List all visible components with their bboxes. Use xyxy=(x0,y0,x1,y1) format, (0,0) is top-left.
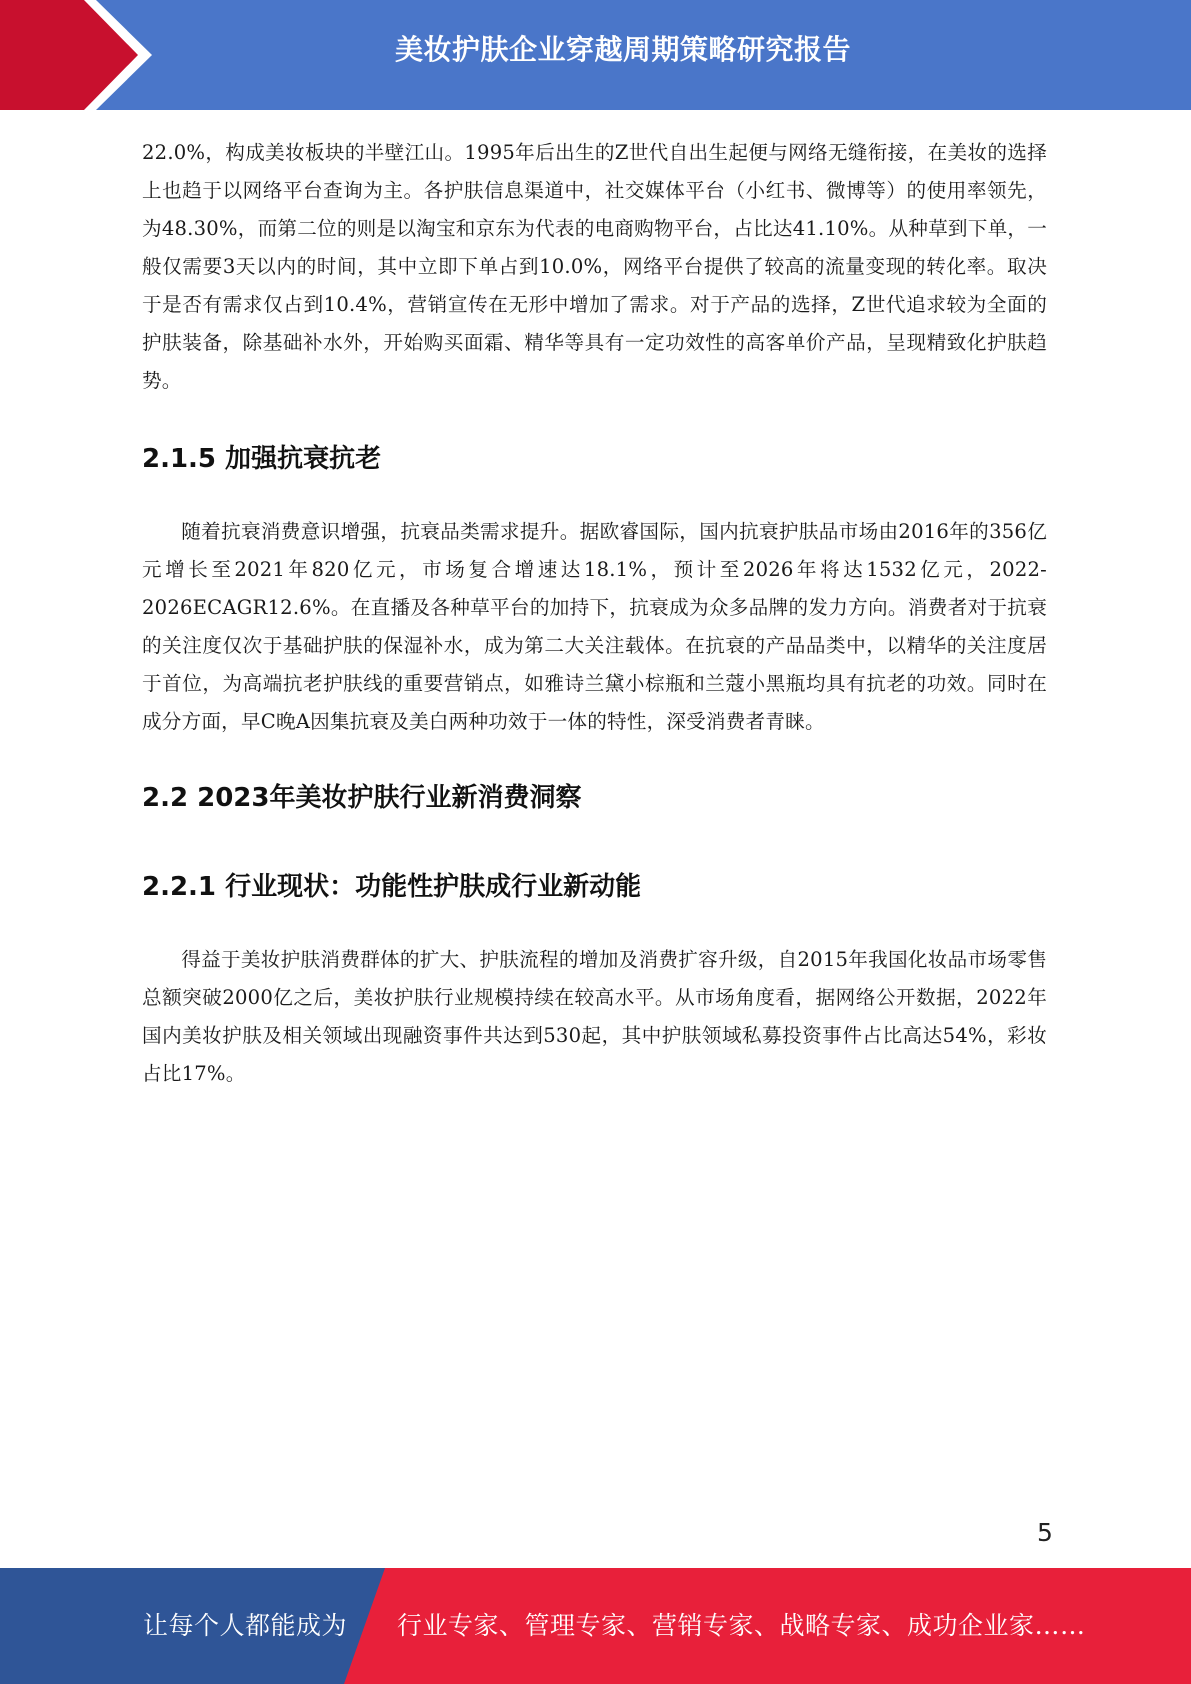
page-number: 5 xyxy=(1037,1518,1053,1547)
report-title: 美妆护肤企业穿越周期策略研究报告 xyxy=(394,33,851,66)
footer-slogan-right: 行业专家、管理专家、营销专家、战略专家、成功企业家…… xyxy=(397,1611,1086,1640)
main-content xyxy=(142,134,1047,1093)
paragraph-industry-status: 得益于美妆护肤消费群体的扩大、护肤流程的增加及消费扩容升级，自2015年我国化妆品市场零售总额突破2000亿之后，美妆护肤行业规模持续在较高水平。从市场角度看，据网络公开数据，2022年国内美妆护肤及相关领域出现融资事件共达到530起，其中护肤领域私募投资事件占比高达54%，彩妆占比17%。 xyxy=(142,948,1047,1085)
section-heading-2-2: 2.2 2023年美妆护肤行业新消费洞察 xyxy=(142,783,582,813)
page-header xyxy=(0,0,1191,110)
section-heading-2-2-1: 2.2.1 行业现状：功能性护肤成行业新动能 xyxy=(142,872,642,902)
footer-slogan-left: 让每个人都能成为 xyxy=(143,1611,348,1640)
paragraph-anti-aging: 随着抗衰消费意识增强，抗衰品类需求提升。据欧睿国际，国内抗衰护肤品市场由2016年的356亿元增长至2021年820亿元，市场复合增速达18.1%，预计至2026年将达1532亿元，2022-2026ECAGR12.6%。在直播及各种草平台的加持下，抗衰成为众多品牌的发力方向。消费者对于抗衰的关注度仅次于基础护肤的保湿补水，成为第二大关注载体。在抗衰的产品品类中，以精华的关注度居于首位，为高端抗老护肤线的重要营销点，如雅诗兰黛小棕瓶和兰蔻小黑瓶均具有抗老的功效。同时在成分方面，早C晚A因集抗衰及美白两种功效于一体的特性，深受消费者青睐。 xyxy=(142,520,1047,733)
paragraph-intro: 22.0%，构成美妆板块的半壁江山。1995年后出生的Z世代自出生起便与网络无缝衔接，在美妆的选择上也趋于以网络平台查询为主。各护肤信息渠道中，社交媒体平台（小红书、微博等）的使用率领先，为48.30%，而第二位的则是以淘宝和京东为代表的电商购物平台，占比达41.10%。从种草到下单，一般仅需要3天以内的时间，其中立即下单占到10.0%，网络平台提供了较高的流量变现的转化率。取决于是否有需求仅占到10.4%，营销宣传在无形中增加了需求。对于产品的选择，Z世代追求较为全面的护肤装备，除基础补水外，开始购买面霜、精华等具有一定功效性的高客单价产品，呈现精致化护肤趋势。 xyxy=(142,141,1047,392)
section-heading-2-1-5: 2.1.5 加强抗衰抗老 xyxy=(142,444,382,474)
page-footer xyxy=(0,1568,1191,1684)
